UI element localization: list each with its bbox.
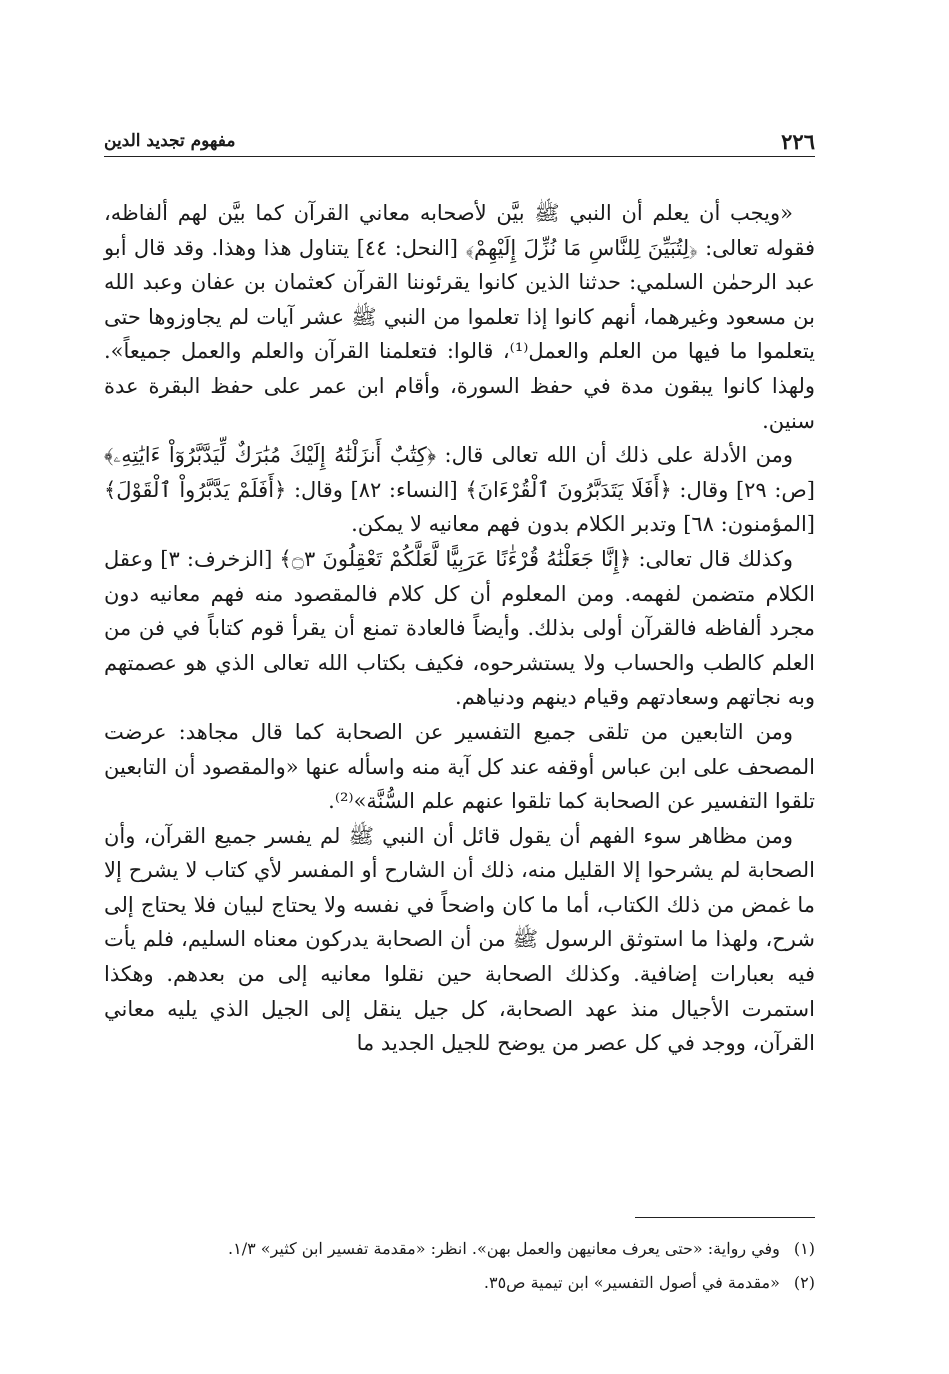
running-title: مفهوم تجديد الدين bbox=[104, 131, 236, 151]
footnote-number: (١) bbox=[793, 1239, 815, 1258]
footnote-2 bbox=[104, 1266, 815, 1300]
footnote-1 bbox=[104, 1232, 815, 1266]
paragraph-2: ومن الأدلة على ذلك أن الله تعالى قال: ﴿كِتَٰبٌ أَنزَلْنَٰهُ إِلَيْكَ مُبَٰرَكٌ لِّيَدَّبَّرُوٓاْ ءَايَٰتِهِۦ﴾ [ص: ٢٩] وقال: ﴿أَفَلَا يَتَدَبَّرُونَ ٱلْقُرْءَانَ﴾ [النساء: ٨٢] وقال: ﴿أَفَلَمْ يَدَّبَّرُواْ ٱلْقَوْلَ﴾ [المؤمنون: ٦٨] وتدبر الكلام بدون فهم معانيه لا يمكن. bbox=[104, 443, 815, 537]
footnote-number: (٢) bbox=[793, 1273, 815, 1292]
paragraph-3: وكذلك قال تعالى: ﴿إِنَّا جَعَلْنَٰهُ قُرْءَٰنًا عَرَبِيًّا لَّعَلَّكُمْ تَعْقِلُونَ ۝٣﴾ [الزخرف: ٣] وعقل الكلام متضمن لفهمه. ومن المعلوم أن كل كلام فالمقصود منه فهم معانيه دون مجرد ألفاظه فالقرآن أولى بذلك. وأيضاً فالعادة تمنع أن يقرأ قوم كتاباً في فن من العلم كالطب والحساب ولا يستشرحوه، فكيف بكتاب الله تعالى الذي هو عصمتهم وبه نجاتهم وسعادتهم وقيام دينهم ودنياهم. bbox=[104, 546, 815, 710]
page-header bbox=[104, 126, 815, 157]
footnote-text: وفي رواية: «حتى يعرف معانيهن والعمل بهن». انظر: «مقدمة تفسير ابن كثير» ١/٣. bbox=[228, 1239, 780, 1258]
footnote-divider bbox=[635, 1217, 815, 1218]
paragraph-1: «ويجب أن يعلم أن النبي ﷺ بيَّن لأصحابه معاني القرآن كما بيَّن لهم ألفاظه، فقوله تعالى: ﴿لِتُبَيِّنَ لِلنَّاسِ مَا نُزِّلَ إِلَيْهِمْ﴾ [النحل: ٤٤] يتناول هذا وهذا. وقد قال أبو عبد الرحمٰن السلمي: حدثنا الذين كانوا يقرئوننا القرآن كعثمان بن عفان وعبد الله بن مسعود وغيرهما، أنهم كانوا إذا تعلموا من النبي ﷺ عشر آيات لم يجاوزوها حتى يتعلموا ما فيها من العلم والعمل⁽¹⁾، قالوا: فتعلمنا القرآن والعلم والعمل جميعاً». ولهذا كانوا يبقون مدة في حفظ السورة، وأقام ابن عمر على حفظ البقرة عدة سنين. bbox=[104, 201, 815, 433]
footnotes bbox=[104, 1232, 815, 1300]
body-text bbox=[104, 196, 815, 1061]
paragraph-4: ومن التابعين من تلقى جميع التفسير عن الصحابة كما قال مجاهد: عرضت المصحف على ابن عباس أوقفه عند كل آية منه واسأله عنها «والمقصود أن التابعين تلقوا التفسير عن الصحابة كما تلقوا عنهم علم السُّنَّة»⁽²⁾. bbox=[104, 719, 815, 814]
page-number: ٢٢٦ bbox=[781, 128, 815, 154]
paragraph-5: ومن مظاهر سوء الفهم أن يقول قائل أن النبي ﷺ لم يفسر جميع القرآن، وأن الصحابة لم يشرحوا إلا القليل منه، ذلك أن الشارح أو المفسر لأي كتاب لا يشرح إلا ما غمض من ذلك الكتاب، أما ما كان واضحاً في نفسه ولا يحتاج لبيان فلا يحتاج إلى شرح، ولهذا ما استوثق الرسول ﷺ من أن الصحابة يدركون معناه السليم، فلم يأت فيه بعبارات إضافية. وكذلك الصحابة حين نقلوا معانيه إلى من بعدهم. وهكذا استمرت الأجيال منذ عهد الصحابة، كل جيل ينقل إلى الجيل الذي يليه معاني القرآن، ووجد في كل عصر من يوضح للجيل الجديد ما bbox=[104, 823, 815, 1056]
footnote-text: «مقدمة في أصول التفسير» ابن تيمية ص٣٥. bbox=[483, 1273, 780, 1292]
